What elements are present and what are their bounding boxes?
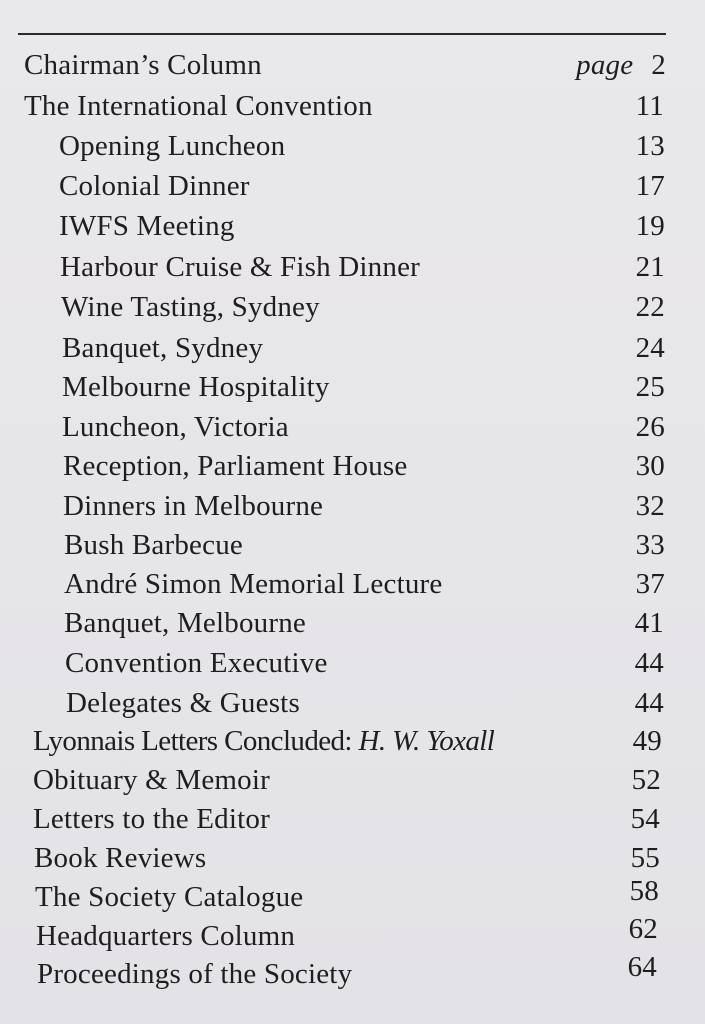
toc-entry bbox=[59, 128, 665, 164]
toc-entry-title: André Simon Memorial Lecture bbox=[64, 568, 443, 600]
toc-entry bbox=[36, 913, 658, 954]
toc-entry-page: 41 bbox=[634, 607, 664, 639]
toc-entry-page: 26 bbox=[635, 411, 665, 443]
toc-entry bbox=[62, 369, 665, 405]
toc-entry bbox=[37, 951, 657, 992]
toc-entry-page: 13 bbox=[635, 130, 665, 162]
toc-entry-page: 32 bbox=[635, 490, 665, 522]
toc-entry-title: Convention Executive bbox=[65, 647, 328, 679]
toc-entry-title: Chairman’s Column bbox=[24, 49, 262, 81]
toc-entry-author: H. W. Yoxall bbox=[358, 725, 495, 757]
toc-entry-page: 37 bbox=[635, 568, 665, 600]
page-label: page bbox=[576, 49, 634, 81]
toc-entry-title: Opening Luncheon bbox=[59, 130, 286, 162]
toc-entry-title: Banquet, Sydney bbox=[62, 332, 264, 364]
toc-entry-page: 49 bbox=[632, 725, 662, 757]
toc-entry-title: Colonial Dinner bbox=[59, 170, 250, 202]
toc-entry-page: 24 bbox=[635, 332, 665, 364]
toc-entry-page: 19 bbox=[635, 210, 665, 242]
toc-entry-page: 54 bbox=[630, 803, 660, 835]
toc-entry bbox=[63, 448, 665, 484]
toc-entry-page: 55 bbox=[630, 842, 660, 874]
toc-entry-title-text: Lyonnais Letters Concluded: bbox=[33, 725, 352, 757]
toc-entry-title: Letters to the Editor bbox=[33, 803, 270, 835]
toc-entry-title: The Society Catalogue bbox=[35, 881, 304, 913]
toc-entry-page: 11 bbox=[635, 90, 664, 122]
toc-entry bbox=[33, 762, 661, 798]
toc-entry-page bbox=[526, 47, 666, 83]
toc-entry-title: Melbourne Hospitality bbox=[62, 371, 330, 403]
page-number: 2 bbox=[651, 49, 666, 81]
toc-entry bbox=[63, 488, 665, 524]
toc-entry-page: 58 bbox=[629, 875, 659, 907]
toc-entry bbox=[64, 605, 664, 641]
toc-entry-page: 44 bbox=[634, 647, 664, 679]
toc-entry-title: Headquarters Column bbox=[36, 920, 296, 952]
toc-entry-page: 22 bbox=[635, 291, 665, 323]
toc-entry-page: 64 bbox=[627, 951, 657, 983]
toc-entry-title: Obituary & Memoir bbox=[33, 764, 270, 796]
toc-entry bbox=[24, 47, 666, 83]
toc-entry-title: Banquet, Melbourne bbox=[64, 607, 306, 639]
toc-entry bbox=[65, 645, 664, 681]
toc-entry bbox=[33, 723, 662, 759]
toc-entry-page: 17 bbox=[635, 170, 665, 202]
toc-entry-page: 62 bbox=[628, 913, 658, 945]
toc-entry-title: IWFS Meeting bbox=[59, 210, 235, 242]
toc-entry-title: Wine Tasting, Sydney bbox=[61, 291, 320, 323]
toc-entry bbox=[33, 801, 660, 837]
toc-entry bbox=[64, 527, 665, 563]
toc-entry bbox=[61, 289, 665, 325]
toc-entry bbox=[64, 566, 665, 602]
toc-entry-title: Bush Barbecue bbox=[64, 529, 243, 561]
toc-entry-page: 44 bbox=[634, 687, 664, 719]
toc-entry bbox=[24, 88, 664, 124]
toc-entry-page: 21 bbox=[635, 251, 665, 283]
toc-entry bbox=[62, 409, 665, 445]
toc-entry-title: Harbour Cruise & Fish Dinner bbox=[60, 251, 421, 283]
toc-entry-title: The International Convention bbox=[24, 90, 373, 122]
toc-entry bbox=[59, 168, 665, 204]
toc-entry-title bbox=[33, 723, 494, 759]
toc-entry-title: Book Reviews bbox=[34, 842, 207, 874]
toc-entry-title: Delegates & Guests bbox=[66, 687, 300, 719]
toc-entry-page: 30 bbox=[635, 450, 665, 482]
toc-entry-title: Proceedings of the Society bbox=[37, 958, 353, 990]
toc-entry bbox=[34, 840, 660, 876]
toc-entry-page: 52 bbox=[631, 764, 661, 796]
toc-entry-title: Luncheon, Victoria bbox=[62, 411, 289, 443]
toc-entry-title: Reception, Parliament House bbox=[63, 450, 408, 482]
toc-entry bbox=[60, 249, 665, 285]
toc-entry-page: 25 bbox=[635, 371, 665, 403]
toc-entry-page: 33 bbox=[635, 529, 665, 561]
toc-entry-title: Dinners in Melbourne bbox=[63, 490, 324, 522]
toc-entry bbox=[59, 208, 665, 244]
toc-entry bbox=[62, 330, 665, 366]
toc-entry bbox=[66, 685, 664, 721]
toc-entry bbox=[35, 875, 659, 915]
